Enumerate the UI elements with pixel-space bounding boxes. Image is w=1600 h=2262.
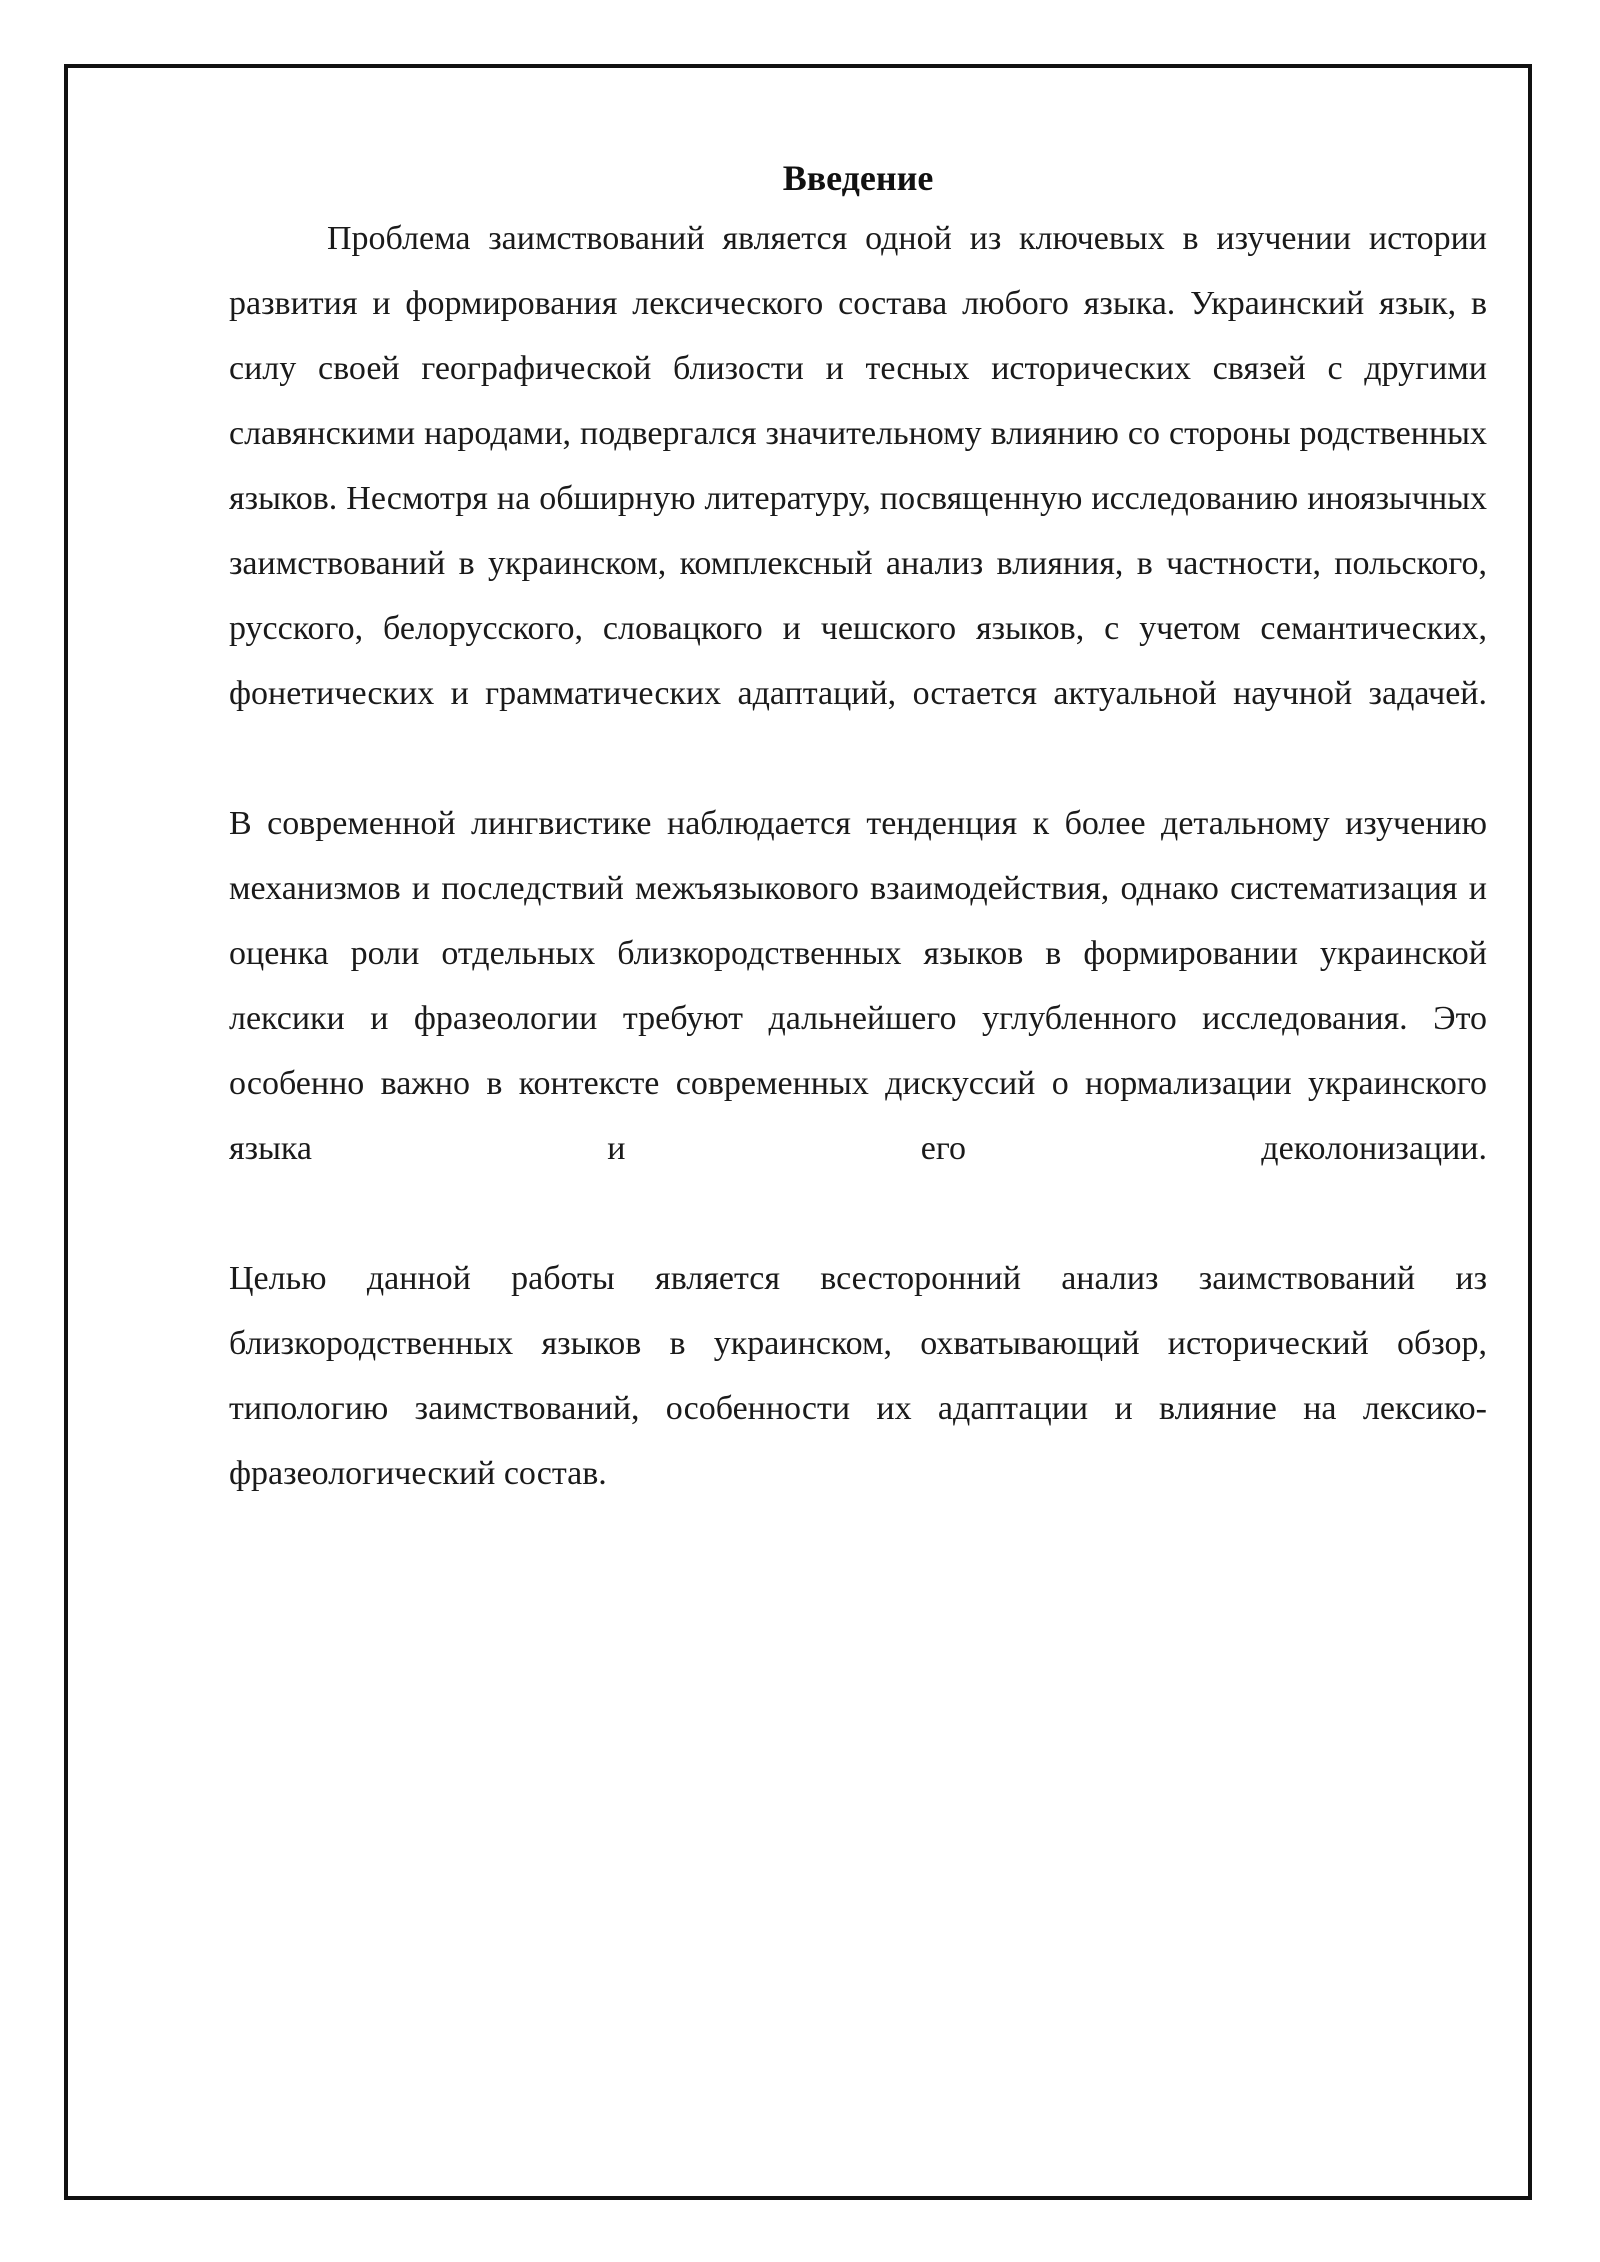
- paragraph-spacer: [229, 726, 1487, 791]
- paragraph-3: Целью данной работы является всесторонний анализ заимствований из близкородственных языков в украинском, охватывающий исторический обзор, типологию заимствований, особенности их адаптации и влияние на лексико-фразеологический состав.: [229, 1260, 1487, 1492]
- paragraph-1: Проблема заимствований является одной из ключевых в изучении истории развития и формирования лексического состава любого языка. Украинский язык, в силу своей географической близости и тесных исторических связей с другими славянскими народами, подвергался значительному влиянию со стороны родственных языков. Несмотря на обширную литературу, посвященную исследованию иноязычных заимствований в украинском, комплексный анализ влияния, в частности, польского, русского, белорусского, словацкого и чешского языков, с учетом семантических, фонетических и грамматических адаптаций, остается актуальной научной задачей.: [229, 220, 1487, 712]
- paragraph-2: В современной лингвистике наблюдается тенденция к более детальному изучению механизмов и последствий межъязыкового взаимодействия, однако систематизация и оценка роли отдельных близкородственных языков в формировании украинской лексики и фразеологии требуют дальнейшего углубленного исследования. Это особенно важно в контексте современных дискуссий о нормализации украинского языка и его деколонизации.: [229, 805, 1487, 1167]
- document-body: [229, 150, 1487, 1506]
- section-title: Введение: [782, 158, 934, 198]
- paragraph-spacer: [229, 1181, 1487, 1246]
